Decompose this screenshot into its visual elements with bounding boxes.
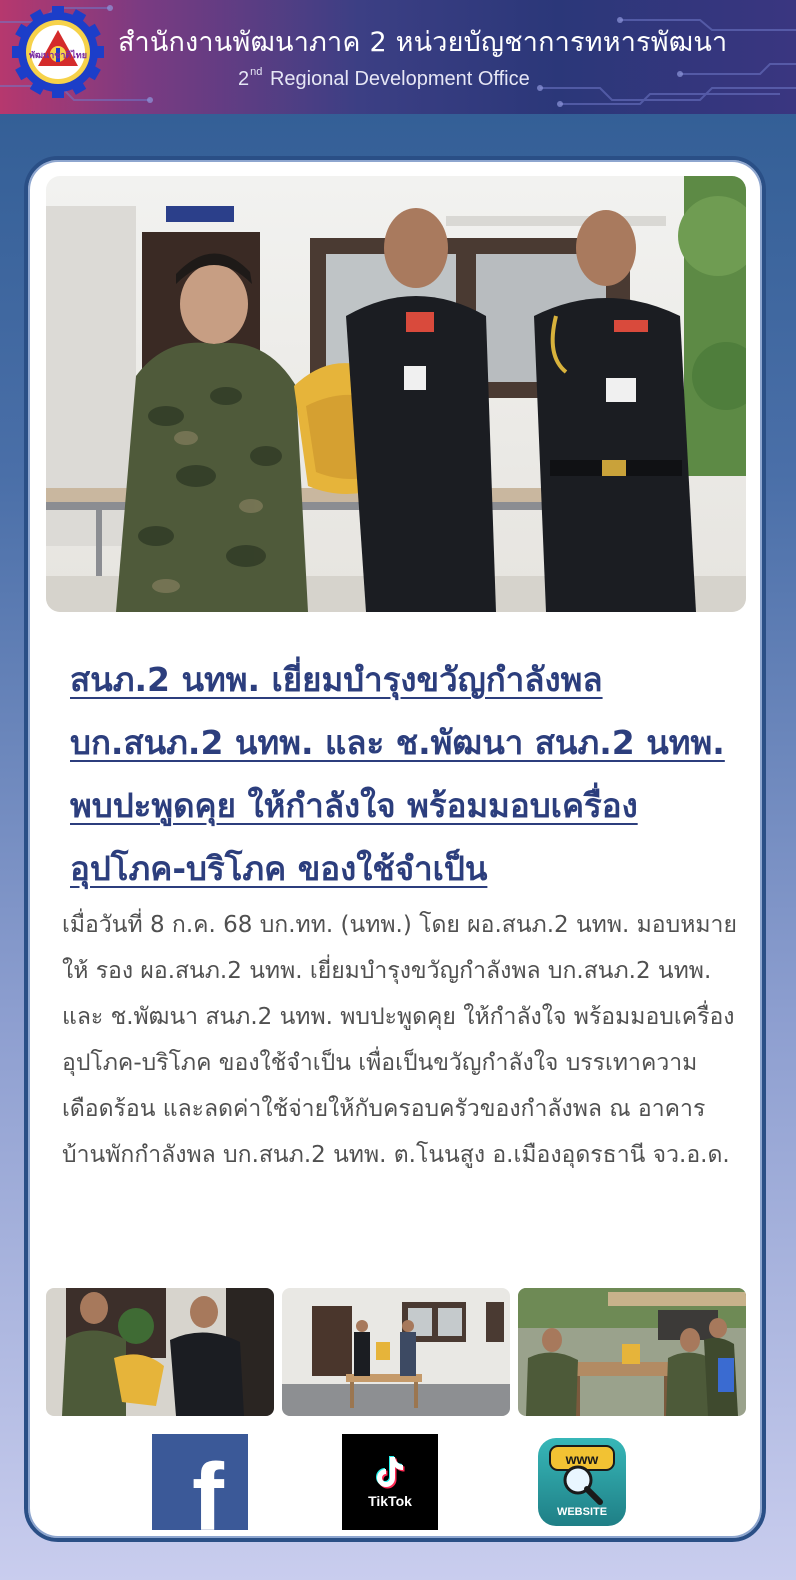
name-plate bbox=[166, 206, 234, 222]
office-title-thai: สำนักงานพัฒนาภาค 2 หน่วยบัญชาการทหารพัฒนา bbox=[118, 27, 728, 58]
subtitle-text: Regional Development Office bbox=[269, 68, 530, 90]
organization-logo bbox=[12, 6, 104, 98]
tiktok-note-icon bbox=[375, 1455, 405, 1489]
social-links bbox=[28, 1434, 762, 1534]
website-label: WEBSITE bbox=[556, 1506, 608, 1518]
main-news-photo[interactable] bbox=[46, 176, 746, 612]
tiktok-icon[interactable] bbox=[342, 1434, 438, 1530]
tiktok-box bbox=[342, 1434, 438, 1530]
news-card bbox=[24, 156, 766, 1542]
article-body: เมื่อวันที่ 8 ก.ค. 68 บก.ทท. (นทพ.) โดย ผอ.สนภ.2 นทพ. มอบหมายให้ รอง ผอ.สนภ.2 นทพ. เยี่ยมบำรุงขวัญกำลังพล บก.สนภ.2 นทพ. และ ช.พัฒนา สนภ.2 นทพ. พบปะพูดคุย ให้กำลังใจ พร้อมมอบเครื่องอุปโภค-บริโภค ของใช้จำเป็น เพื่อเป็นขวัญกำลังใจ บรรเทาความเดือดร้อน และลดค่าใช้จ่ายให้กับครอบครัวของกำลังพล ณ อาคารบ้านพักกำลังพล บก.สนภ.2 นทพ. ต.โนนสูง อ.เมืองอุดรธานี จว.อ.ด. bbox=[62, 912, 737, 1168]
logo-text: พัฒนาชาติไทย bbox=[28, 51, 88, 61]
gallery-thumbnail-2[interactable] bbox=[282, 1288, 510, 1416]
tiktok-label: TikTok bbox=[368, 1493, 412, 1509]
magnifier-globe-icon bbox=[538, 1438, 626, 1508]
website-top-text: www bbox=[565, 1451, 599, 1467]
subtitle-number: 2 bbox=[238, 68, 250, 90]
gallery-thumbnail-3[interactable] bbox=[518, 1288, 746, 1416]
facebook-icon[interactable] bbox=[152, 1434, 248, 1530]
office-title-english bbox=[238, 66, 530, 91]
subtitle-ordinal: nd bbox=[250, 66, 263, 78]
thumbnail-gallery bbox=[46, 1288, 746, 1418]
website-box bbox=[538, 1438, 626, 1526]
gallery-thumbnail-1[interactable] bbox=[46, 1288, 274, 1416]
facebook-letter: f bbox=[192, 1444, 224, 1530]
website-icon[interactable] bbox=[534, 1434, 630, 1530]
header-banner bbox=[0, 0, 796, 114]
article-headline[interactable]: สนภ.2 นทพ. เยี่ยมบำรุงขวัญกำลังพล บก.สนภ.2 นทพ. และ ช.พัฒนา สนภ.2 นทพ. พบปะพูดคุย ให้กำลังใจ พร้อมมอบเครื่องอุปโภค-บริโภค ของใช้จำเป็น bbox=[70, 660, 725, 888]
